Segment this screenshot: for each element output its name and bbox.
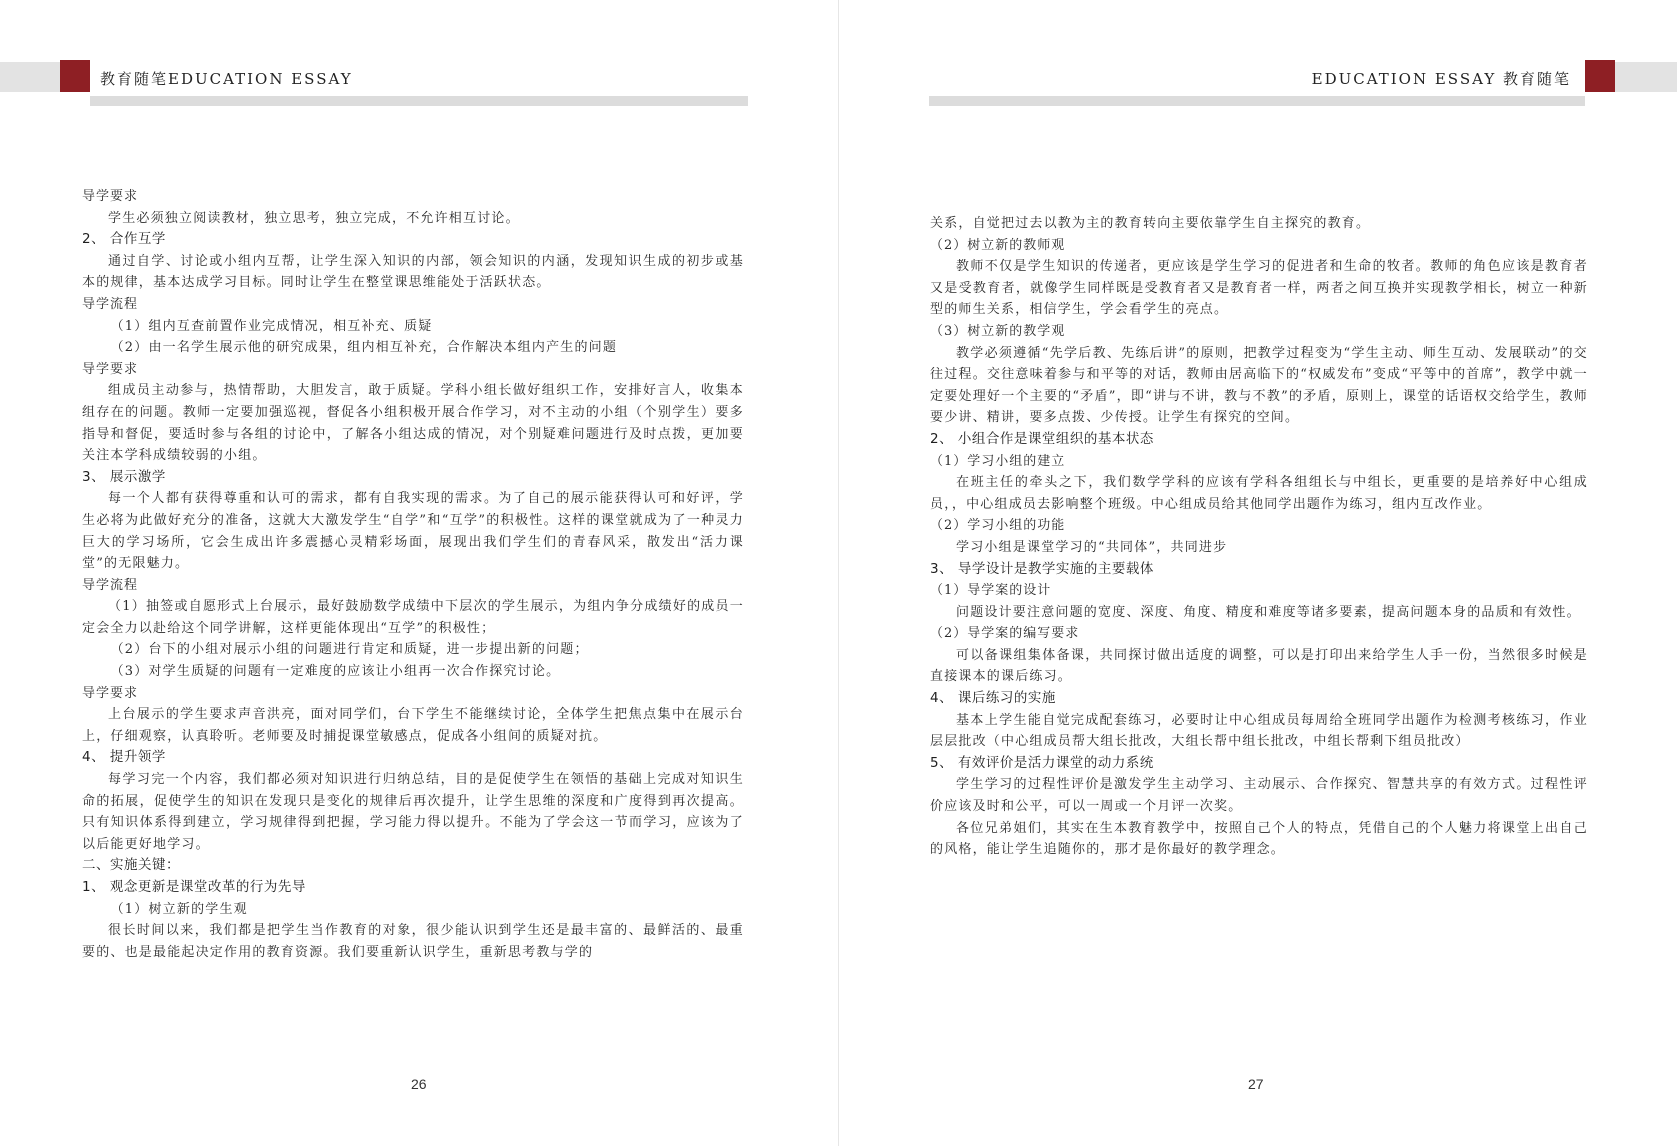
page-number: 26: [411, 1076, 427, 1092]
body-paragraph: （2）台下的小组对展示小组的问题进行肯定和质疑，进一步提出新的问题；: [110, 642, 589, 658]
body-paragraph: （2）由一名学生展示他的研究成果，组内相互补充，合作解决本组内产生的问题: [110, 340, 618, 356]
body-paragraph: 教师不仅是学生知识的传递者，更应该是学生学习的促进者和生命的牧者。教师的角色应该是教育者又是受教育者，就像学生同样既是受教育者又是教育者一样，两者之间互换并实现教学相长，树立一种新型的师生关系，相信学生，学会看学生的亮点。: [930, 259, 1588, 318]
section-label: （1）学习小组的建立: [930, 453, 1066, 469]
page-header-title: 教育随笔EDUCATION ESSAY: [100, 70, 353, 88]
section-label: （2）树立新的教师观: [930, 237, 1066, 253]
body-paragraph: 组成员主动参与，热情帮助，大胆发言，敢于质疑。学科小组长做好组织工作，安排好言人，收集本组存在的问题。教师一定要加强巡视，督促各小组积极开展合作学习，对不主动的小组（个别学生）要多指导和督促，要适时参与各组的讨论中，了解各小组达成的情况，对个别疑难问题进行及时点拨，更加要关注本学科成绩较弱的小组。: [82, 383, 744, 464]
body-paragraph: 在班主任的牵头之下，我们数学学科的应该有学科各组组长与中组长，更重要的是培养好中心组成员，，中心组成员去影响整个班级。中心组成员给其他同学出题作为练习，组内互改作业。: [930, 475, 1588, 512]
section-label: 导学流程: [82, 296, 139, 312]
body-paragraph: 很长时间以来，我们都是把学生当作教育的对象，很少能认识到学生还是最丰富的、最鲜活的、最重要的、也是最能起决定作用的教育资源。我们要重新认识学生，重新思考教与学的: [82, 923, 744, 960]
body-paragraph: 学生学习的过程性评价是激发学生主动学习、主动展示、合作探究、智慧共享的有效方式。过程性评价应该及时和公平，可以一周或一个月评一次奖。: [930, 777, 1588, 815]
right-page: [838, 0, 1677, 1146]
body-paragraph: （1）抽签或自愿形式上台展示，最好鼓励数学成绩中下层次的学生展示，为组内争分成绩好的成员一定会全力以赴给这个同学讲解，这样更能体现出“互学”的积极性；: [82, 599, 744, 636]
section-label: （3）树立新的教学观: [930, 323, 1066, 339]
body-paragraph: （1）组内互查前置作业完成情况，相互补充、质疑: [110, 318, 433, 334]
section-label: （1）导学案的设计: [930, 583, 1052, 599]
section-label: 导学要求: [82, 361, 139, 377]
body-paragraph: 关系，自觉把过去以教为主的教育转向主要依靠学生自主探究的教育。: [930, 216, 1371, 231]
body-paragraph: 可以备课组集体备课，共同探讨做出适度的调整，可以是打印出来给学生人手一份，当然很多时候是直接课本的课后练习。: [930, 647, 1588, 685]
page-header-title: EDUCATION ESSAY 教育随笔: [1311, 70, 1571, 88]
section-heading: 4、 提升领学: [82, 749, 166, 766]
body-paragraph: （1）树立新的学生观: [110, 901, 248, 917]
section-label: （2）导学案的编写要求: [930, 626, 1080, 642]
body-paragraph: 教学必须遵循“先学后教、先练后讲”的原则，把教学过程变为“学生主动、师生互动、发展联动”的交往过程。交往意味着参与和平等的对话，教师由居高临下的“权威发布”变成“平等中的首席”，教学中就一定要处理好一个主要的“矛盾”，即“讲与不讲，教与不教”的矛盾，原则上，课堂的话语权交给学生，教师要少讲、精讲，要多点拨、少传授。让学生有探究的空间。: [930, 345, 1588, 426]
section-heading: 2、 小组合作是课堂组织的基本状态: [930, 430, 1154, 447]
header-rule: [929, 96, 1585, 106]
section-heading: 5、 有效评价是活力课堂的动力系统: [930, 754, 1154, 771]
section-label: 导学要求: [82, 189, 139, 204]
section-label: 导学流程: [82, 577, 139, 593]
section-heading: 二、实施关键：: [82, 857, 180, 874]
body-paragraph: （3）对学生质疑的问题有一定难度的应该让小组再一次合作探究讨论。: [110, 664, 561, 680]
body-paragraph: 上台展示的学生要求声音洪亮，面对同学们，台下学生不能继续讨论，全体学生把焦点集中在展示台上，仔细观察，认真聆听。老师要及时捕捉课堂敏感点，促成各小组间的质疑对抗。: [82, 707, 744, 744]
body-paragraph: 问题设计要注意问题的宽度、深度、角度、精度和难度等诸多要素，提高问题本身的品质和有效性。: [956, 604, 1581, 620]
section-heading: 2、 合作互学: [82, 231, 166, 248]
body-paragraph: 每一个人都有获得尊重和认可的需求，都有自我实现的需求。为了自己的展示能获得认可和好评，学生必将为此做好充分的准备，这就大大激发学生“自学”和“互学”的积极性。这样的课堂就成为了一种灵力巨大的学习场所，它会生成出许多震撼心灵精彩场面，展现出我们学生们的青春风采，散发出“活力课堂”的无限魅力。: [82, 491, 744, 572]
section-heading: 1、 观念更新是课堂改革的行为先导: [82, 879, 306, 895]
section-heading: 3、 导学设计是教学实施的主要载体: [930, 560, 1154, 577]
header-accent-square: [1585, 60, 1615, 92]
header-rule: [90, 96, 748, 106]
body-paragraph: 通过自学、讨论或小组内互帮，让学生深入知识的内部，领会知识的内涵，发现知识生成的初步或基本的规律，基本达成学习目标。同时让学生在整堂课思维能处于活跃状态。: [82, 253, 744, 291]
section-heading: 4、 课后练习的实施: [930, 690, 1056, 707]
body-paragraph: 每学习完一个内容，我们都必须对知识进行归纳总结，目的是促使学生在领悟的基础上完成对知识生命的拓展，促使学生的知识在发现只是变化的规律后再次提升，让学生思维的深度和广度得到再次提高。只有知识体系得到建立，学习规律得到把握，学习能力得以提升。不能为了学会这一节而学习，应该为了以后能更好地学习。: [82, 772, 744, 852]
body-paragraph: 基本上学生能自觉完成配套练习，必要时让中心组成员每周给全班同学出题作为检测考核练习，作业层层批改（中心组成员帮大组长批改，大组长帮中组长批改，中组长帮剩下组员批改）: [930, 712, 1588, 750]
section-label: （2）学习小组的功能: [930, 518, 1066, 534]
left-body-text: [82, 186, 744, 963]
body-paragraph: 学习小组是课堂学习的“共同体”，共同进步: [956, 539, 1228, 555]
header-accent-square: [60, 60, 90, 92]
page-number: 27: [1248, 1076, 1264, 1092]
section-label: 导学要求: [82, 685, 139, 701]
left-page: [0, 0, 838, 1146]
section-heading: 3、 展示激学: [82, 468, 166, 485]
body-paragraph: 各位兄弟姐们，其实在生本教育教学中，按照自己个人的特点，凭借自己的个人魅力将课堂上出自己的风格，能让学生追随你的，那才是你最好的教学理念。: [930, 820, 1588, 858]
body-paragraph: 学生必须独立阅读教材，独立思考，独立完成，不允许相互讨论。: [108, 210, 520, 226]
right-body-text: [930, 213, 1588, 861]
